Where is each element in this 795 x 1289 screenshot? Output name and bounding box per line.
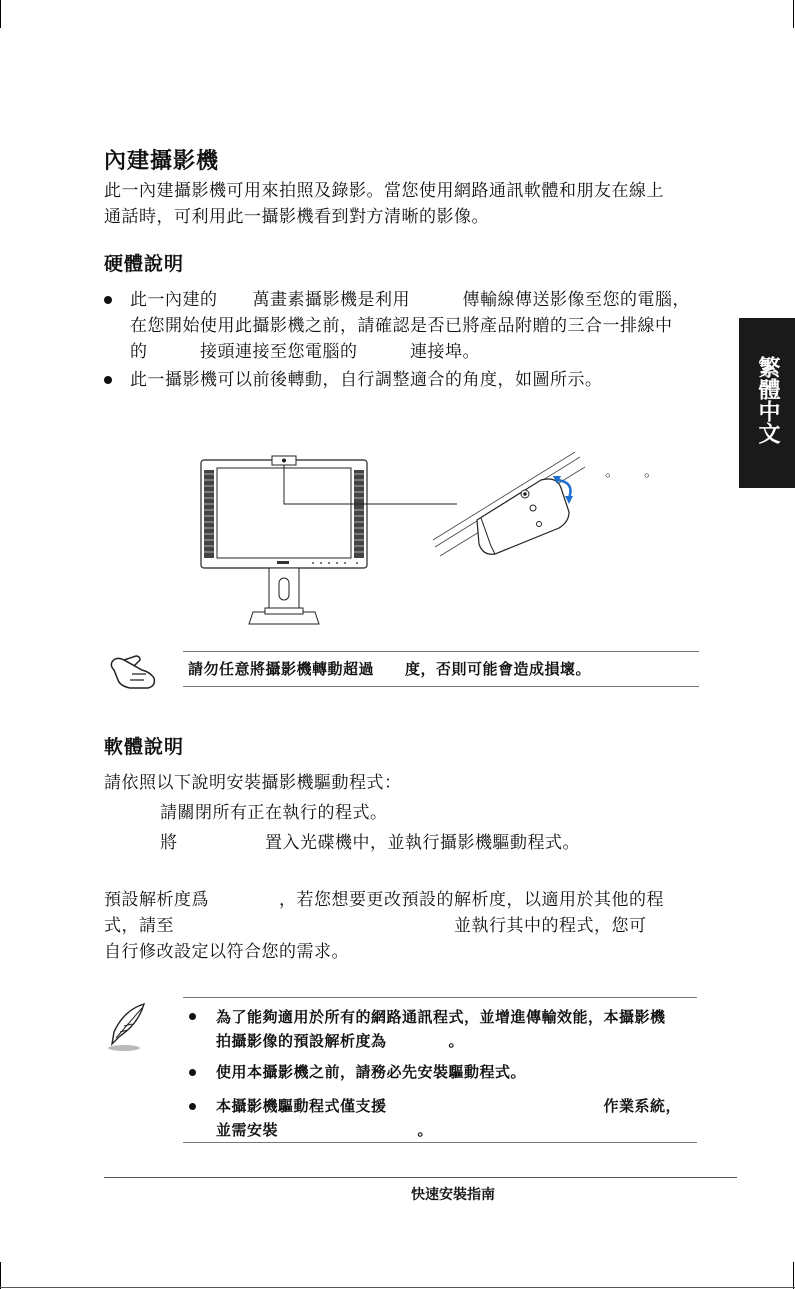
hardware-bullet-2: 此一攝影機可以前後轉動，自行調整適合的角度，如圖所示。 — [130, 370, 603, 390]
footer-title: 快速安裝指南 — [411, 1187, 495, 1203]
bullet-line: 在您開始使用此攝影機之前，請確認是否已將產品附贈的三合一排線中 — [130, 316, 673, 336]
bullet-dot — [189, 1069, 196, 1076]
pen-note-icon — [104, 1002, 150, 1054]
footer-rule — [104, 1177, 737, 1178]
notes-top-rule — [183, 997, 697, 998]
bullet-dot — [189, 1103, 196, 1110]
intro-paragraph — [104, 178, 664, 230]
resolution-line: 式，請至 並執行其中的程式，您可 — [104, 916, 647, 936]
resolution-line: 預設解析度爲 ，若您想要更改預設的解析度，以適用於其他的程 — [104, 890, 664, 910]
bullet-line: 此一內建的 萬畫素攝影機是利用 傳輸線傳送影像至您的電腦， — [130, 290, 690, 310]
bullet-dot — [104, 376, 112, 384]
software-step-1: 請關閉所有正在執行的程式。 — [160, 803, 388, 823]
hand-caution-icon — [108, 652, 160, 692]
rotation-angle-label: 。 。 — [605, 462, 660, 480]
crop-mark — [793, 1262, 794, 1289]
bullet-dot — [189, 1013, 196, 1020]
bullet-line: 的 接頭連接至您電腦的 連接埠。 — [130, 342, 480, 362]
note-line: 拍攝影像的預設解析度為 。 — [216, 1032, 465, 1050]
crop-mark — [0, 1262, 1, 1289]
warning-bottom-rule — [183, 686, 699, 687]
section-title: 內建攝影機 — [104, 149, 220, 174]
software-step-2: 將 置入光碟機中，並執行攝影機驅動程式。 — [160, 833, 580, 853]
note-2: 使用本攝影機之前，請務必先安裝驅動程式。 — [216, 1063, 527, 1081]
resolution-paragraph — [104, 887, 664, 965]
resolution-line: 自行修改設定以符合您的需求。 — [104, 942, 349, 962]
note-line: 為了能夠適用於所有的網路通訊程式，並增進傳輸效能，本攝影機 — [216, 1008, 666, 1026]
hardware-heading: 硬體說明 — [104, 253, 185, 275]
note-line: 並需安裝 。 — [216, 1121, 434, 1139]
language-tab-label: 繁體中文 — [755, 356, 780, 444]
software-lead: 請依照以下說明安裝攝影機驅動程式： — [104, 773, 402, 793]
notes-bottom-rule — [183, 1142, 697, 1143]
crop-mark — [0, 1287, 795, 1288]
note-3 — [216, 1094, 681, 1142]
hardware-bullet-1 — [130, 287, 690, 365]
intro-line: 此一內建攝影機可用來拍照及錄影。當您使用網路通訊軟體和朋友在線上 — [104, 181, 664, 201]
crop-mark — [0, 0, 1, 28]
warning-top-rule — [183, 651, 699, 652]
intro-line: 通話時，可利用此一攝影機看到對方清晰的影像。 — [104, 207, 489, 227]
crop-mark — [793, 0, 794, 28]
software-heading: 軟體說明 — [104, 736, 185, 758]
note-1 — [216, 1005, 666, 1053]
warning-text: 請勿任意將攝影機轉動超過 度，否則可能會造成損壞。 — [188, 660, 592, 678]
note-line: 本攝影機驅動程式僅支援 作業系統， — [216, 1097, 682, 1115]
language-tab — [739, 318, 795, 488]
bullet-dot — [104, 296, 112, 304]
